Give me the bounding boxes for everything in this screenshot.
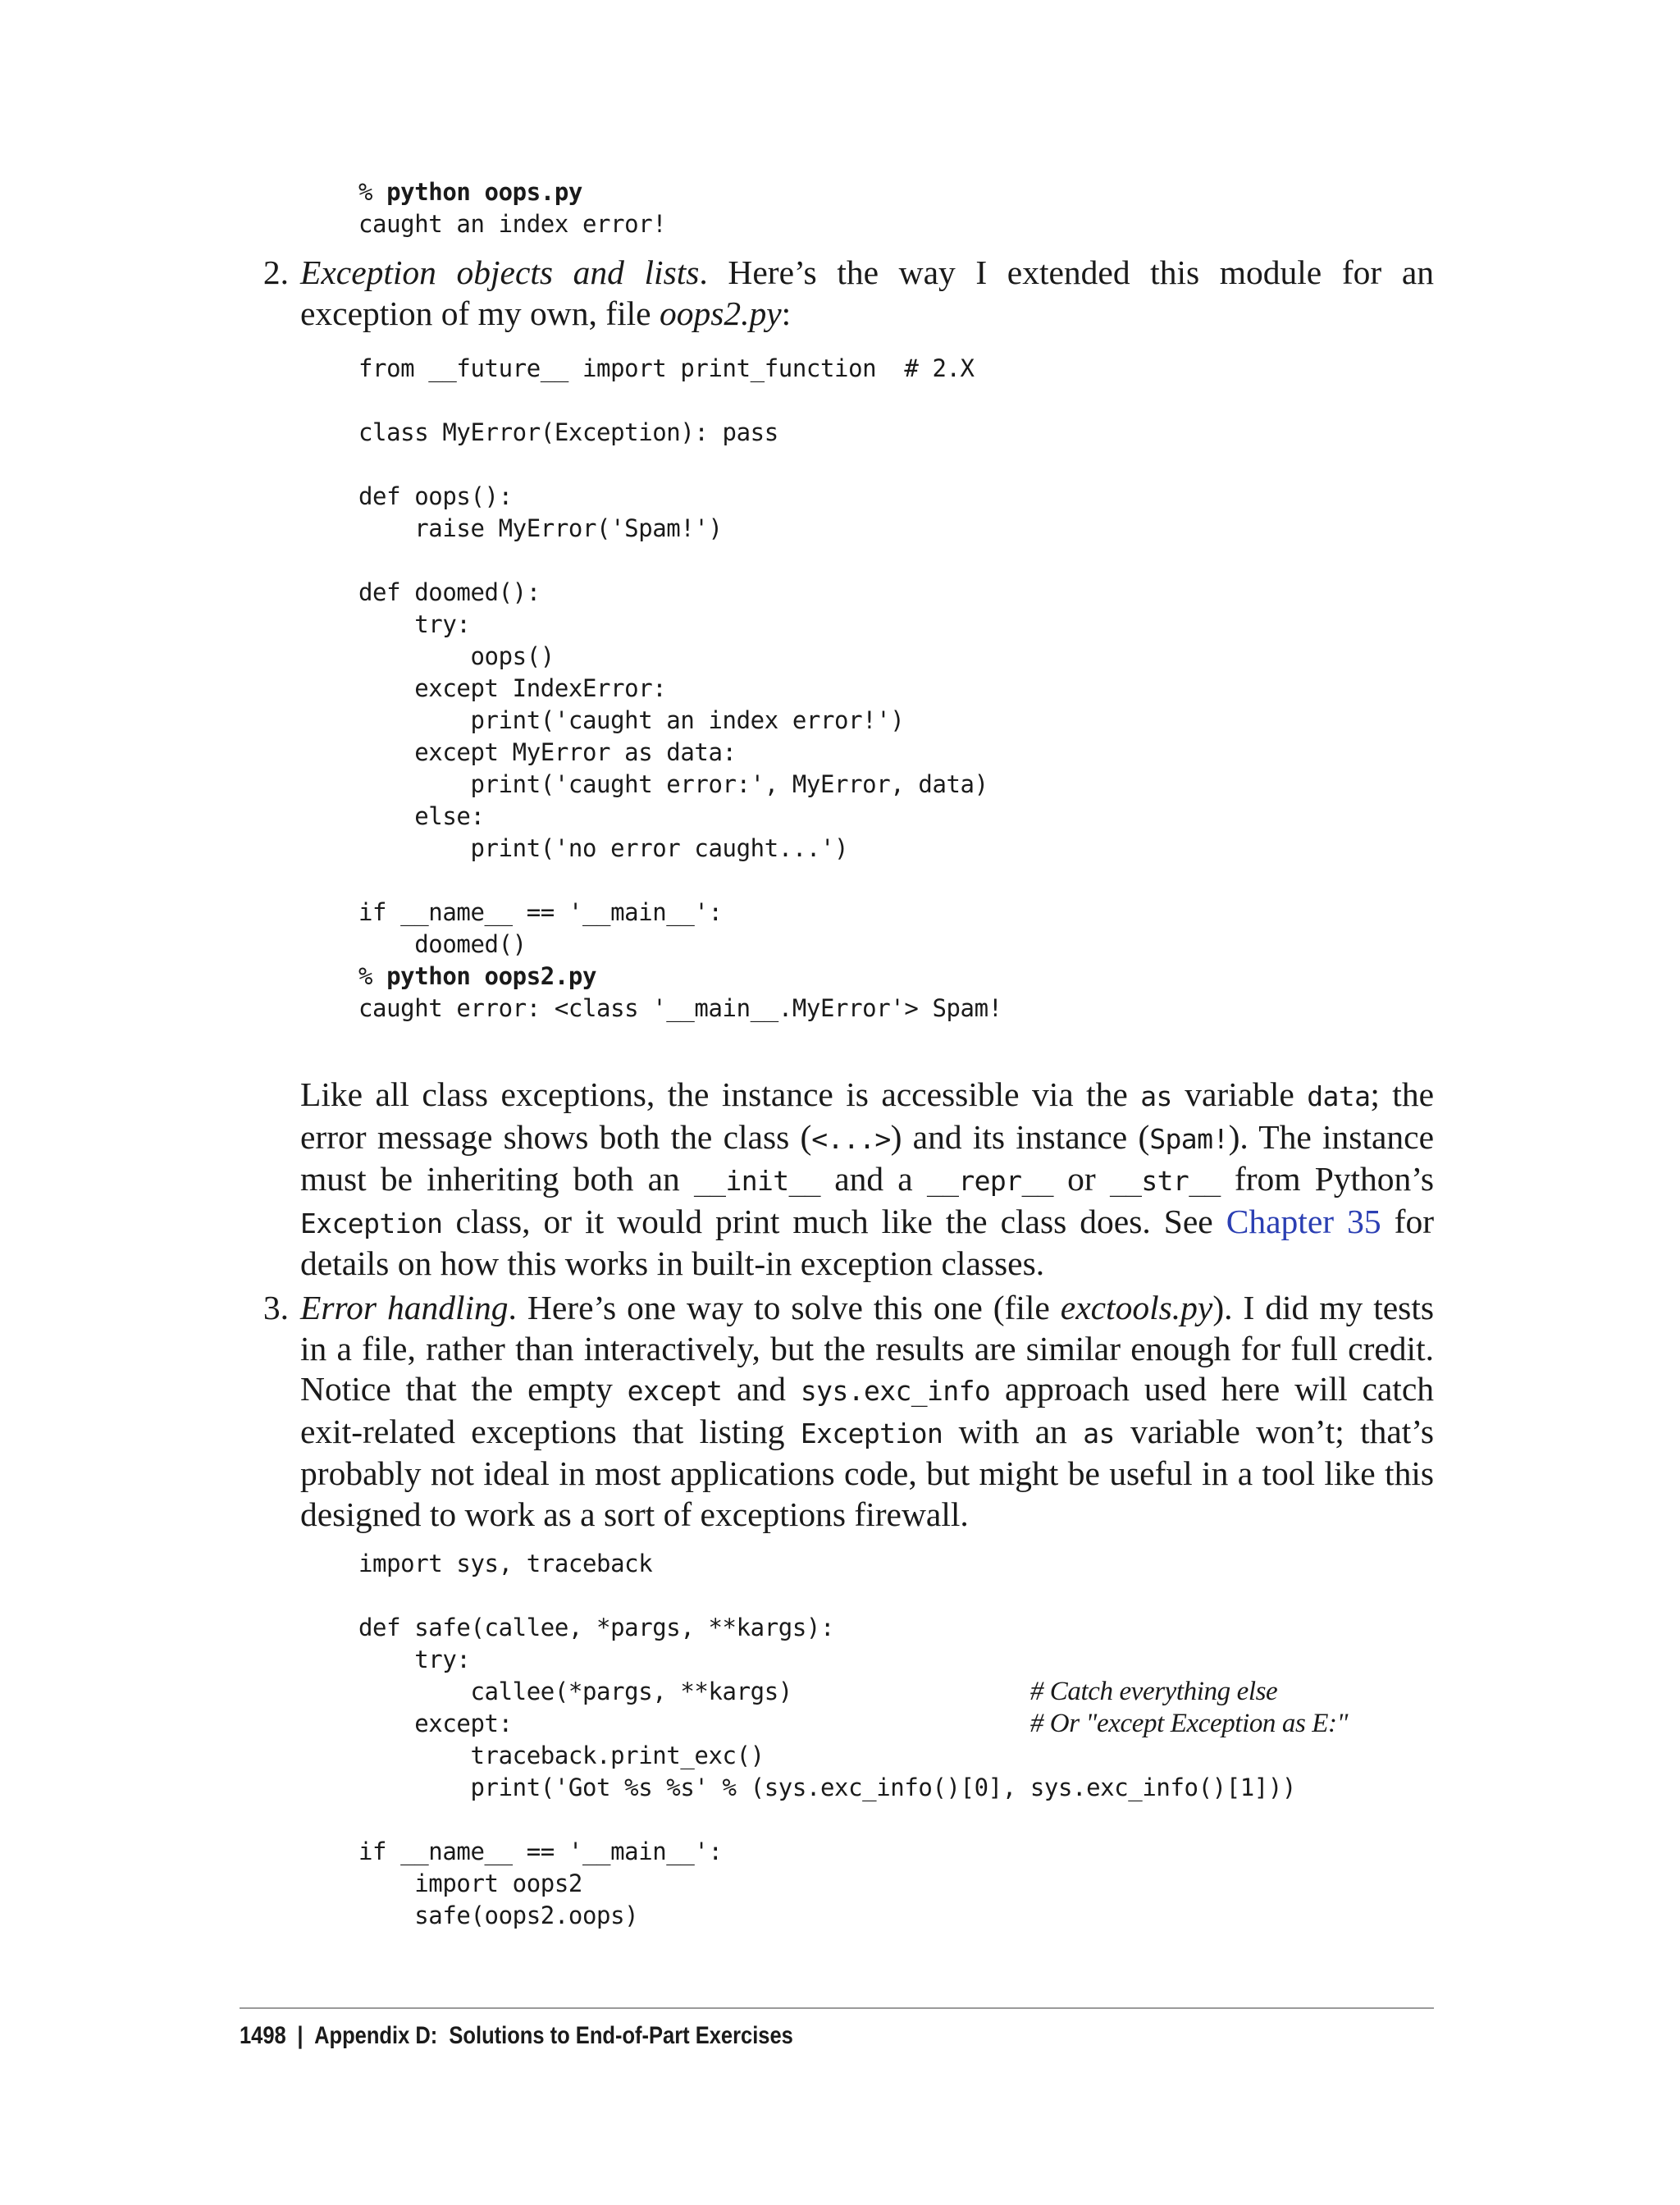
exercise-3-title: Error handling [300, 1289, 509, 1326]
shell-prompt: % [358, 178, 387, 206]
code-block-oops-output [358, 176, 666, 240]
footer-rule [240, 2007, 1434, 2009]
exercise-2-intro: Exception objects and lists. Here’s the way I extended this module for an exception of my own, file oops2.py: [300, 253, 1434, 332]
shell-command: python oops2.py [386, 962, 597, 990]
exercise-2-title: Exception objects and lists [300, 253, 700, 291]
item-number-3: 3. [262, 1289, 289, 1326]
exercise-3-text: Error handling. Here’s one way to solve this one (file exctools.py). I did my tests in a file, rather than interactively, but the results are similar enough for full credit. Notice that the empty except and sys.exc_info approach used here will catch exit-related exceptions that listing Exception with an as variable won’t; that’s probably not ideal in most applications code, but might be useful in a tool like this designed to work as a sort of exceptions firewall. [300, 1289, 1435, 1533]
shell-output: caught error: <class '__main__.MyError'> Spam! [358, 994, 1002, 1022]
item-number-2: 2. [262, 253, 289, 291]
shell-output: caught an index error! [358, 210, 667, 238]
running-title: Appendix D: Solutions to End-of-Part Exercises [314, 2022, 793, 2049]
file-name: exctools.py [1060, 1289, 1213, 1326]
code-block-exctools: import sys, traceback def safe(callee, *pargs, **kargs): try: callee(*pargs, **kargs) # Catch everything else except: # Or "except Exception as E:" traceback.print_exc() print('Got %s %s' % (sys.exc_info()[0], sys.exc_info()[1])) if __name__ == '__main__': import oops2 safe(oops2.oops) [358, 1550, 1349, 1929]
paragraph-class-exceptions: Like all class exceptions, the instance is accessible via the as variable data; the error message shows both the class (<...>) and its instance (Spam!). The instance must be inheriting both an __init__ and a __repr__ or __str__ from Python’s Exception class, or it would print much like the class does. See Chapter 35 for details on how this works in built-in exception classes. [300, 1075, 1435, 1282]
page-footer [240, 2020, 793, 2052]
code-block-oops2 [358, 353, 1002, 1025]
footer-separator: | [297, 2022, 304, 2049]
shell-command: python oops.py [386, 178, 582, 206]
file-name: oops2.py [659, 294, 782, 332]
code-comment: # Or "except Exception as E:" [1029, 1709, 1349, 1738]
oops2-source: from __future__ import print_function # 2.X class MyError(Exception): pass def oops(): raise MyError('Spam!') def doomed(): try: oops() except IndexError: print('caught an index error!') except MyError as data: print('caught error:', MyError, data) else: print('no error caught...') if __name__ == '__main__': doomed() [358, 354, 988, 958]
chapter-35-link[interactable]: Chapter 35 [1226, 1202, 1381, 1240]
code-comment: # Catch everything else [1029, 1677, 1278, 1706]
shell-prompt: % [358, 962, 387, 990]
page-number: 1498 [240, 2022, 286, 2049]
